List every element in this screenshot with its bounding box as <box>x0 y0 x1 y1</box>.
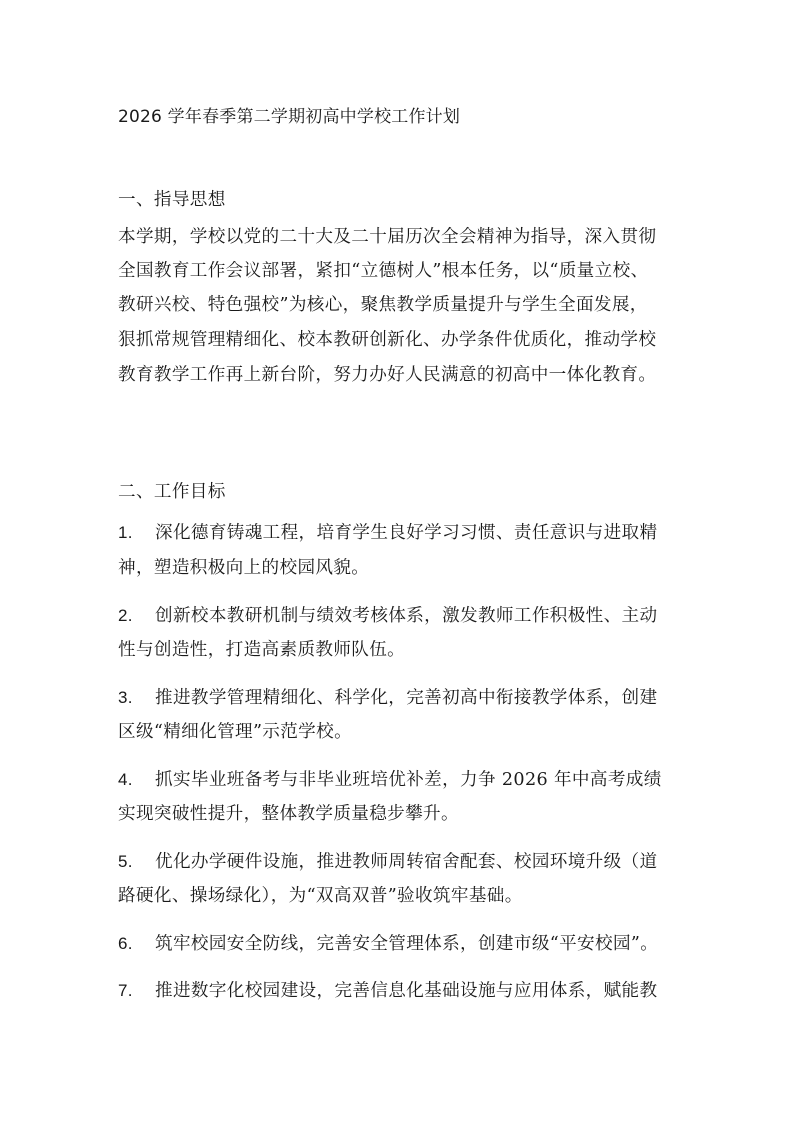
section-heading-work-goals: 二、工作目标 <box>118 482 226 502</box>
list-item-number: 1. <box>118 523 133 542</box>
list-item-text: 深化德育铸魂工程，培育学生良好学习习惯、责任意识与进取精 <box>155 523 658 543</box>
list-item-continuation: 区级“精细化管理”示范学校。 <box>118 722 353 742</box>
paragraph-line: 教育教学工作再上新台阶，努力办好人民满意的初高中一体化教育。 <box>118 365 657 385</box>
list-item-number: 5. <box>118 852 133 871</box>
list-item-text: 抓实毕业班备考与非毕业班培优补差，力争 2026 年中高考成绩 <box>155 770 662 790</box>
list-item-text: 优化办学硬件设施，推进教师周转宿舍配套、校园环境升级（道 <box>155 852 658 872</box>
list-item-continuation: 神，塑造积极向上的校园风貌。 <box>118 558 370 578</box>
list-item-number: 4. <box>118 770 133 789</box>
list-item-number: 2. <box>118 606 133 625</box>
list-item-text: 创新校本教研机制与绩效考核体系，激发教师工作积极性、主动 <box>155 606 658 626</box>
list-item-continuation: 性与创造性，打造高素质教师队伍。 <box>118 640 406 660</box>
list-item-number: 6. <box>118 934 133 953</box>
paragraph-line: 狠抓常规管理精细化、校本教研创新化、办学条件优质化，推动学校 <box>118 330 657 350</box>
list-item-text: 推进数字化校园建设，完善信息化基础设施与应用体系，赋能教 <box>155 981 658 1001</box>
list-item-number: 3. <box>118 688 133 707</box>
section-heading-guiding-ideology: 一、指导思想 <box>118 190 226 210</box>
list-item-text: 筑牢校园安全防线，完善安全管理体系，创建市级“平安校园”。 <box>155 934 659 954</box>
document-title: 2026 学年春季第二学期初高中学校工作计划 <box>118 107 461 127</box>
list-item-continuation: 路硬化、操场绿化），为“双高双普”验收筑牢基础。 <box>118 886 523 906</box>
paragraph-line: 全国教育工作会议部署，紧扣“立德树人”根本任务，以“质量立校、 <box>118 261 649 281</box>
list-item-text: 推进教学管理精细化、科学化，完善初高中衔接教学体系，创建 <box>155 688 658 708</box>
list-item-continuation: 实现突破性提升，整体教学质量稳步攀升。 <box>118 804 459 824</box>
list-item-number: 7. <box>118 981 133 1000</box>
paragraph-line: 本学期，学校以党的二十大及二十届历次全会精神为指导，深入贯彻 <box>118 227 657 247</box>
paragraph-line: 教研兴校、特色强校”为核心，聚焦教学质量提升与学生全面发展， <box>118 295 648 315</box>
